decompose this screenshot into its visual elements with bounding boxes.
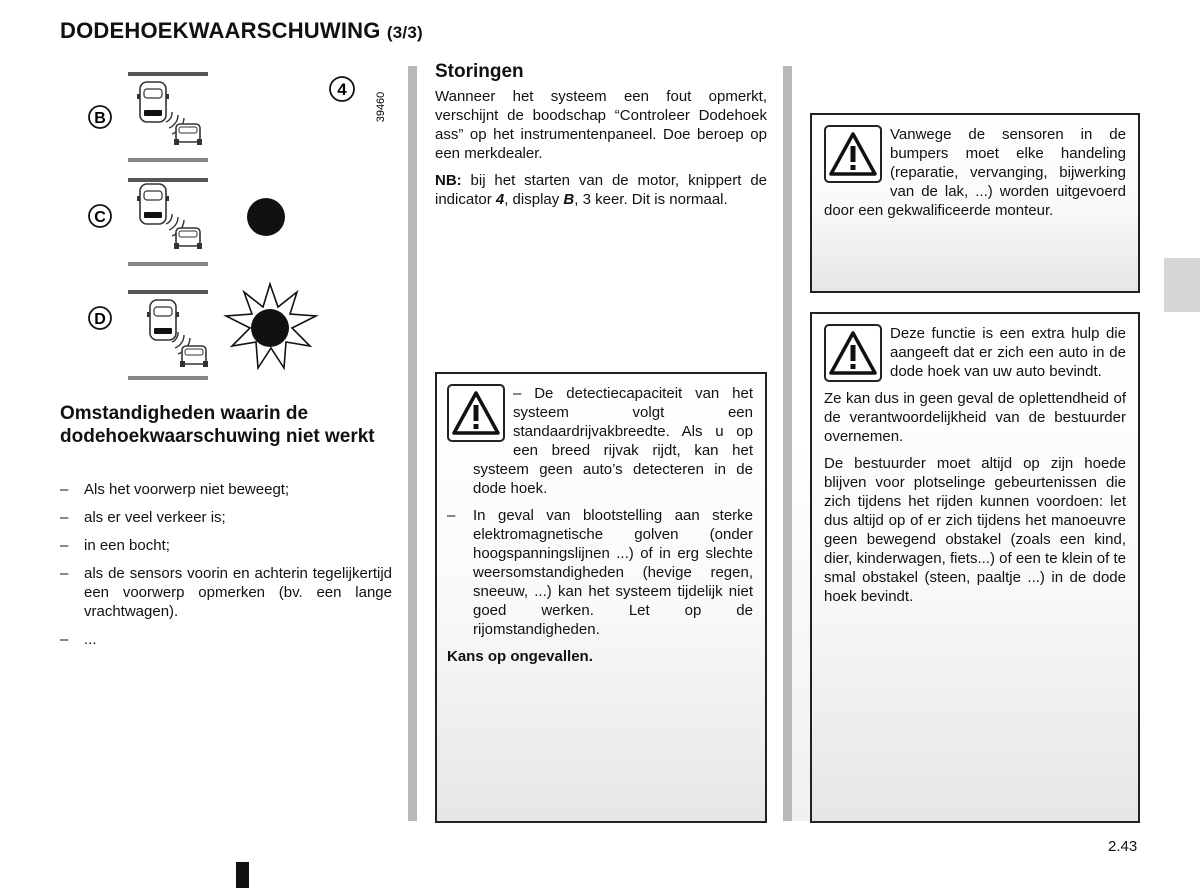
warning-triangle-icon (447, 384, 505, 442)
warning-item-1: – De detectiecapaciteit van het systeem volgt een standaardrijvakbreedte. Als u op een breed rijvak rijdt, kan het systeem geen auto’s detecteren in de dode hoek. (473, 385, 753, 497)
warning-box-sensors (810, 113, 1140, 293)
faults-section (435, 62, 767, 217)
list-item: – Als het voorwerp niet beweegt; (60, 481, 290, 498)
bullet-dash: – (60, 565, 69, 582)
page-number: 2.43 (1108, 838, 1138, 855)
warning-triangle-icon (824, 125, 882, 183)
list-item: – als de sensors voorin en achterin tegelijkertijd een voorwerp opmerken (bv. een lange vrachtwagen). (60, 565, 392, 620)
indicator-flashing-icon (226, 284, 316, 368)
warning-closing: Kans op ongevallen. (447, 648, 593, 665)
panel-c (89, 178, 285, 266)
warning-item-2: – In geval van blootstelling aan sterke elektromagnetische golven (onder hoogspanningslijnen ...) of in erg slechte weersomstandigheden (hevige regen, sneeuw, ...) kan het systeem tijdelijk niet goed werken. Let op de rijomstandigheden. (447, 507, 753, 638)
conditions-list (60, 480, 392, 658)
column-divider-left (408, 66, 417, 821)
faults-text: Wanneer het systeem een fout opmerkt, verschijnt de boodschap “Controleer Dodehoek ass” op het instrumentenpaneel. Doe beroep op een merkdealer. (435, 88, 767, 162)
page-title (60, 18, 423, 44)
warning-assist-p1: Deze functie is een extra hulp die aangeeft dat er zich een auto in de dode hoek van uw auto bevindt. (890, 325, 1126, 380)
label-c: C (94, 209, 106, 226)
warning-assist-p2: Ze kan dus in geen geval de oplettendheid of de verantwoordelijkheid van de bestuurder overnemen. (824, 390, 1126, 445)
warning-sensors-text: Vanwege de sensoren in de bumpers moet elke handeling (reparatie, vervanging, bijwerking van de lak, ...) worden uitgevoerd door een gekwalificeerde monteur. (824, 126, 1126, 219)
column-shade (792, 66, 810, 821)
bullet-dash: – (60, 537, 69, 554)
indicator-on-icon (247, 198, 285, 236)
list-item: – ... (60, 631, 97, 648)
blind-spot-figure (80, 62, 400, 392)
bullet-dash: – (60, 509, 69, 526)
column-divider-right (783, 66, 792, 821)
label-b: B (94, 110, 106, 127)
title-part: (3/3) (386, 23, 423, 42)
label-d: D (94, 311, 106, 328)
warning-triangle-icon (824, 324, 882, 382)
callout-4 (330, 77, 354, 101)
left-heading: Omstandigheden waarin de dodehoekwaarschuwing niet werkt (60, 403, 375, 447)
panel-d (89, 284, 316, 380)
panel-b (89, 72, 208, 162)
bullet-dash: – (447, 507, 456, 524)
bullet-dash: – (60, 481, 69, 498)
list-item: – in een bocht; (60, 537, 170, 554)
figure-ref: 39460 (375, 91, 387, 123)
page-marker (236, 862, 249, 888)
title-main: DODEHOEKWAARSCHUWING (60, 18, 381, 43)
warning-box-detection (435, 372, 767, 823)
callout-4-text: 4 (337, 80, 347, 99)
warning-assist-p3: De bestuurder moet altijd op zijn hoede blijven voor plotselinge gebeurtenissen die zich tijdens het rijden kunnen voordoen: let dus altijd op of er zich tijdens het manoeuvre geen bewegend obstakel (zoals een kind, dier, kinderwagen, fiets...) of een te klein of te smal obstakel (steen, paaltje ...) in de dode hoek bevindt. (824, 455, 1126, 605)
warning-box-assist (810, 312, 1140, 823)
blind-spot-diagram (80, 62, 400, 392)
nb-note: NB: bij het starten van de motor, knippert de indicator 4, display B, 3 keer. Dit is normaal. (435, 172, 767, 208)
faults-heading: Storingen (435, 61, 524, 82)
bullet-dash: – (60, 631, 69, 648)
chapter-tab (1164, 258, 1200, 312)
list-item: – als er veel verkeer is; (60, 509, 226, 526)
